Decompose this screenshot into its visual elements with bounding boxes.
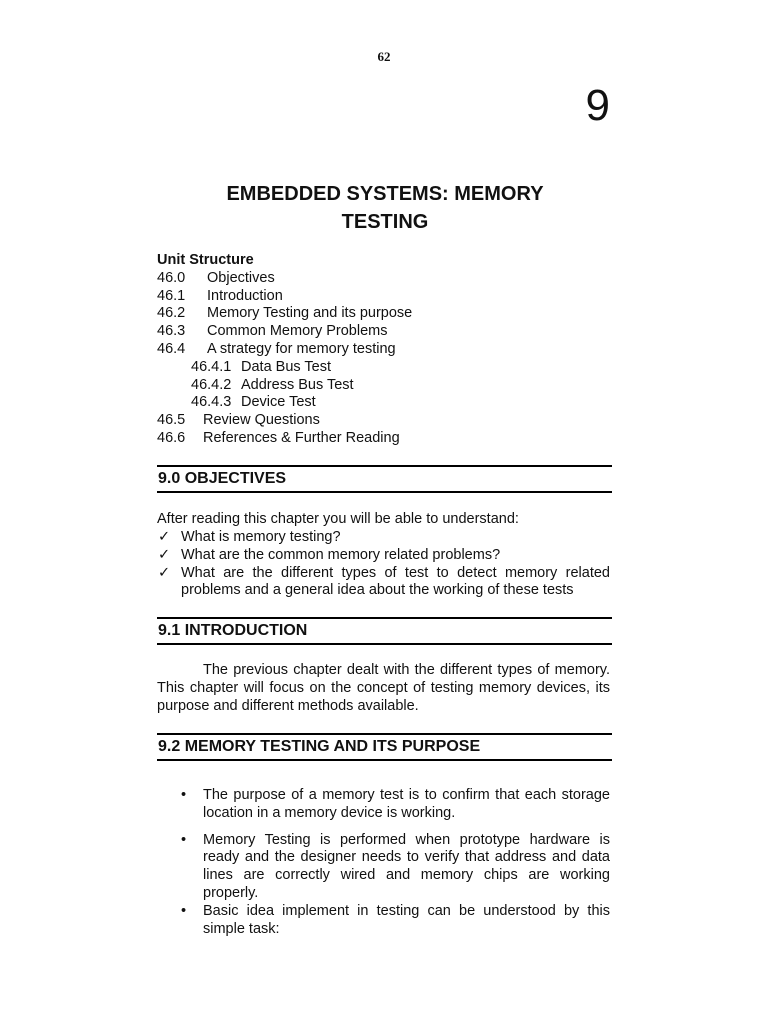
list-item (157, 547, 610, 565)
toc-number: 46.2 (157, 305, 186, 322)
unit-structure-heading: Unit Structure (157, 252, 254, 268)
toc-number: 46.6 (157, 429, 186, 446)
toc-label: Device Test (241, 394, 316, 411)
objective-text: What is memory testing? (181, 529, 341, 545)
chapter-title-line-2: TESTING (341, 211, 429, 233)
list-item (157, 903, 610, 939)
section-heading-objectives: 9.0 OBJECTIVES (157, 465, 612, 493)
toc-item (157, 288, 617, 306)
toc-number: 46.5 (157, 412, 186, 429)
toc-label: Address Bus Test (241, 376, 354, 393)
checkmark-icon: ✓ (158, 529, 171, 545)
bullet-text: The purpose of a memory test is to confirm that each storage location in a memory device is working. (203, 787, 610, 821)
checkmark-icon: ✓ (158, 564, 171, 581)
toc-number: 46.3 (157, 323, 186, 340)
toc-label: Objectives (207, 269, 275, 286)
toc-label: References & Further Reading (203, 429, 400, 446)
toc-label: Review Questions (203, 412, 320, 429)
toc-label: Memory Testing and its purpose (207, 305, 413, 322)
chapter-title-line-1: EMBEDDED SYSTEMS: MEMORY (226, 183, 544, 205)
checkmark-icon: ✓ (158, 546, 171, 563)
toc-item (157, 430, 617, 448)
toc-item (157, 341, 617, 359)
toc-number: 46.4 (157, 340, 186, 357)
introduction-paragraph: The previous chapter dealt with the different types of memory. This chapter will focus on the concept of testing memory devices, its purpose and different methods available. (157, 662, 610, 714)
toc-number: 46.0 (157, 269, 186, 286)
chapter-title (180, 180, 590, 236)
bullet-text: Basic idea implement in testing can be understood by this simple task: (203, 902, 610, 937)
objective-text: What are the common memory related problems? (181, 546, 501, 563)
toc-item (157, 270, 617, 288)
list-item (157, 529, 610, 547)
memory-testing-list (157, 787, 610, 938)
list-item (157, 787, 610, 823)
bullet-icon: • (181, 831, 187, 848)
toc-subitem (157, 359, 617, 377)
objectives-list (157, 529, 610, 600)
list-item (157, 832, 610, 903)
toc-label: Common Memory Problems (207, 323, 388, 340)
toc-label: Data Bus Test (241, 358, 332, 375)
toc-label: A strategy for memory testing (207, 340, 396, 357)
list-item (157, 565, 610, 601)
toc-label: Introduction (207, 287, 283, 304)
toc-number: 46.4.1 (191, 358, 232, 375)
chapter-number: 9 (585, 81, 610, 130)
toc-number: 46.4.2 (191, 376, 232, 393)
bullet-icon: • (181, 787, 187, 803)
toc-item (157, 323, 617, 341)
section-heading-introduction: 9.1 INTRODUCTION (157, 617, 612, 645)
page-number: 62 (377, 49, 391, 64)
toc-number: 46.4.3 (191, 394, 232, 411)
objective-text: What are the different types of test to detect memory related problems and a general idea about the working of these tests (181, 564, 610, 599)
toc-subitem (157, 394, 617, 412)
bullet-icon: • (181, 902, 187, 919)
section-heading-memory-testing: 9.2 MEMORY TESTING AND ITS PURPOSE (157, 733, 612, 761)
toc-item (157, 305, 617, 323)
unit-structure (157, 252, 617, 448)
objectives-intro: After reading this chapter you will be able to understand: (157, 511, 519, 527)
toc-item (157, 412, 617, 430)
bullet-text: Memory Testing is performed when prototype hardware is ready and the designer needs to verify that address and data lines are correctly wired and memory chips are working properly. (203, 831, 610, 901)
toc-number: 46.1 (157, 287, 186, 304)
toc-subitem (157, 377, 617, 395)
